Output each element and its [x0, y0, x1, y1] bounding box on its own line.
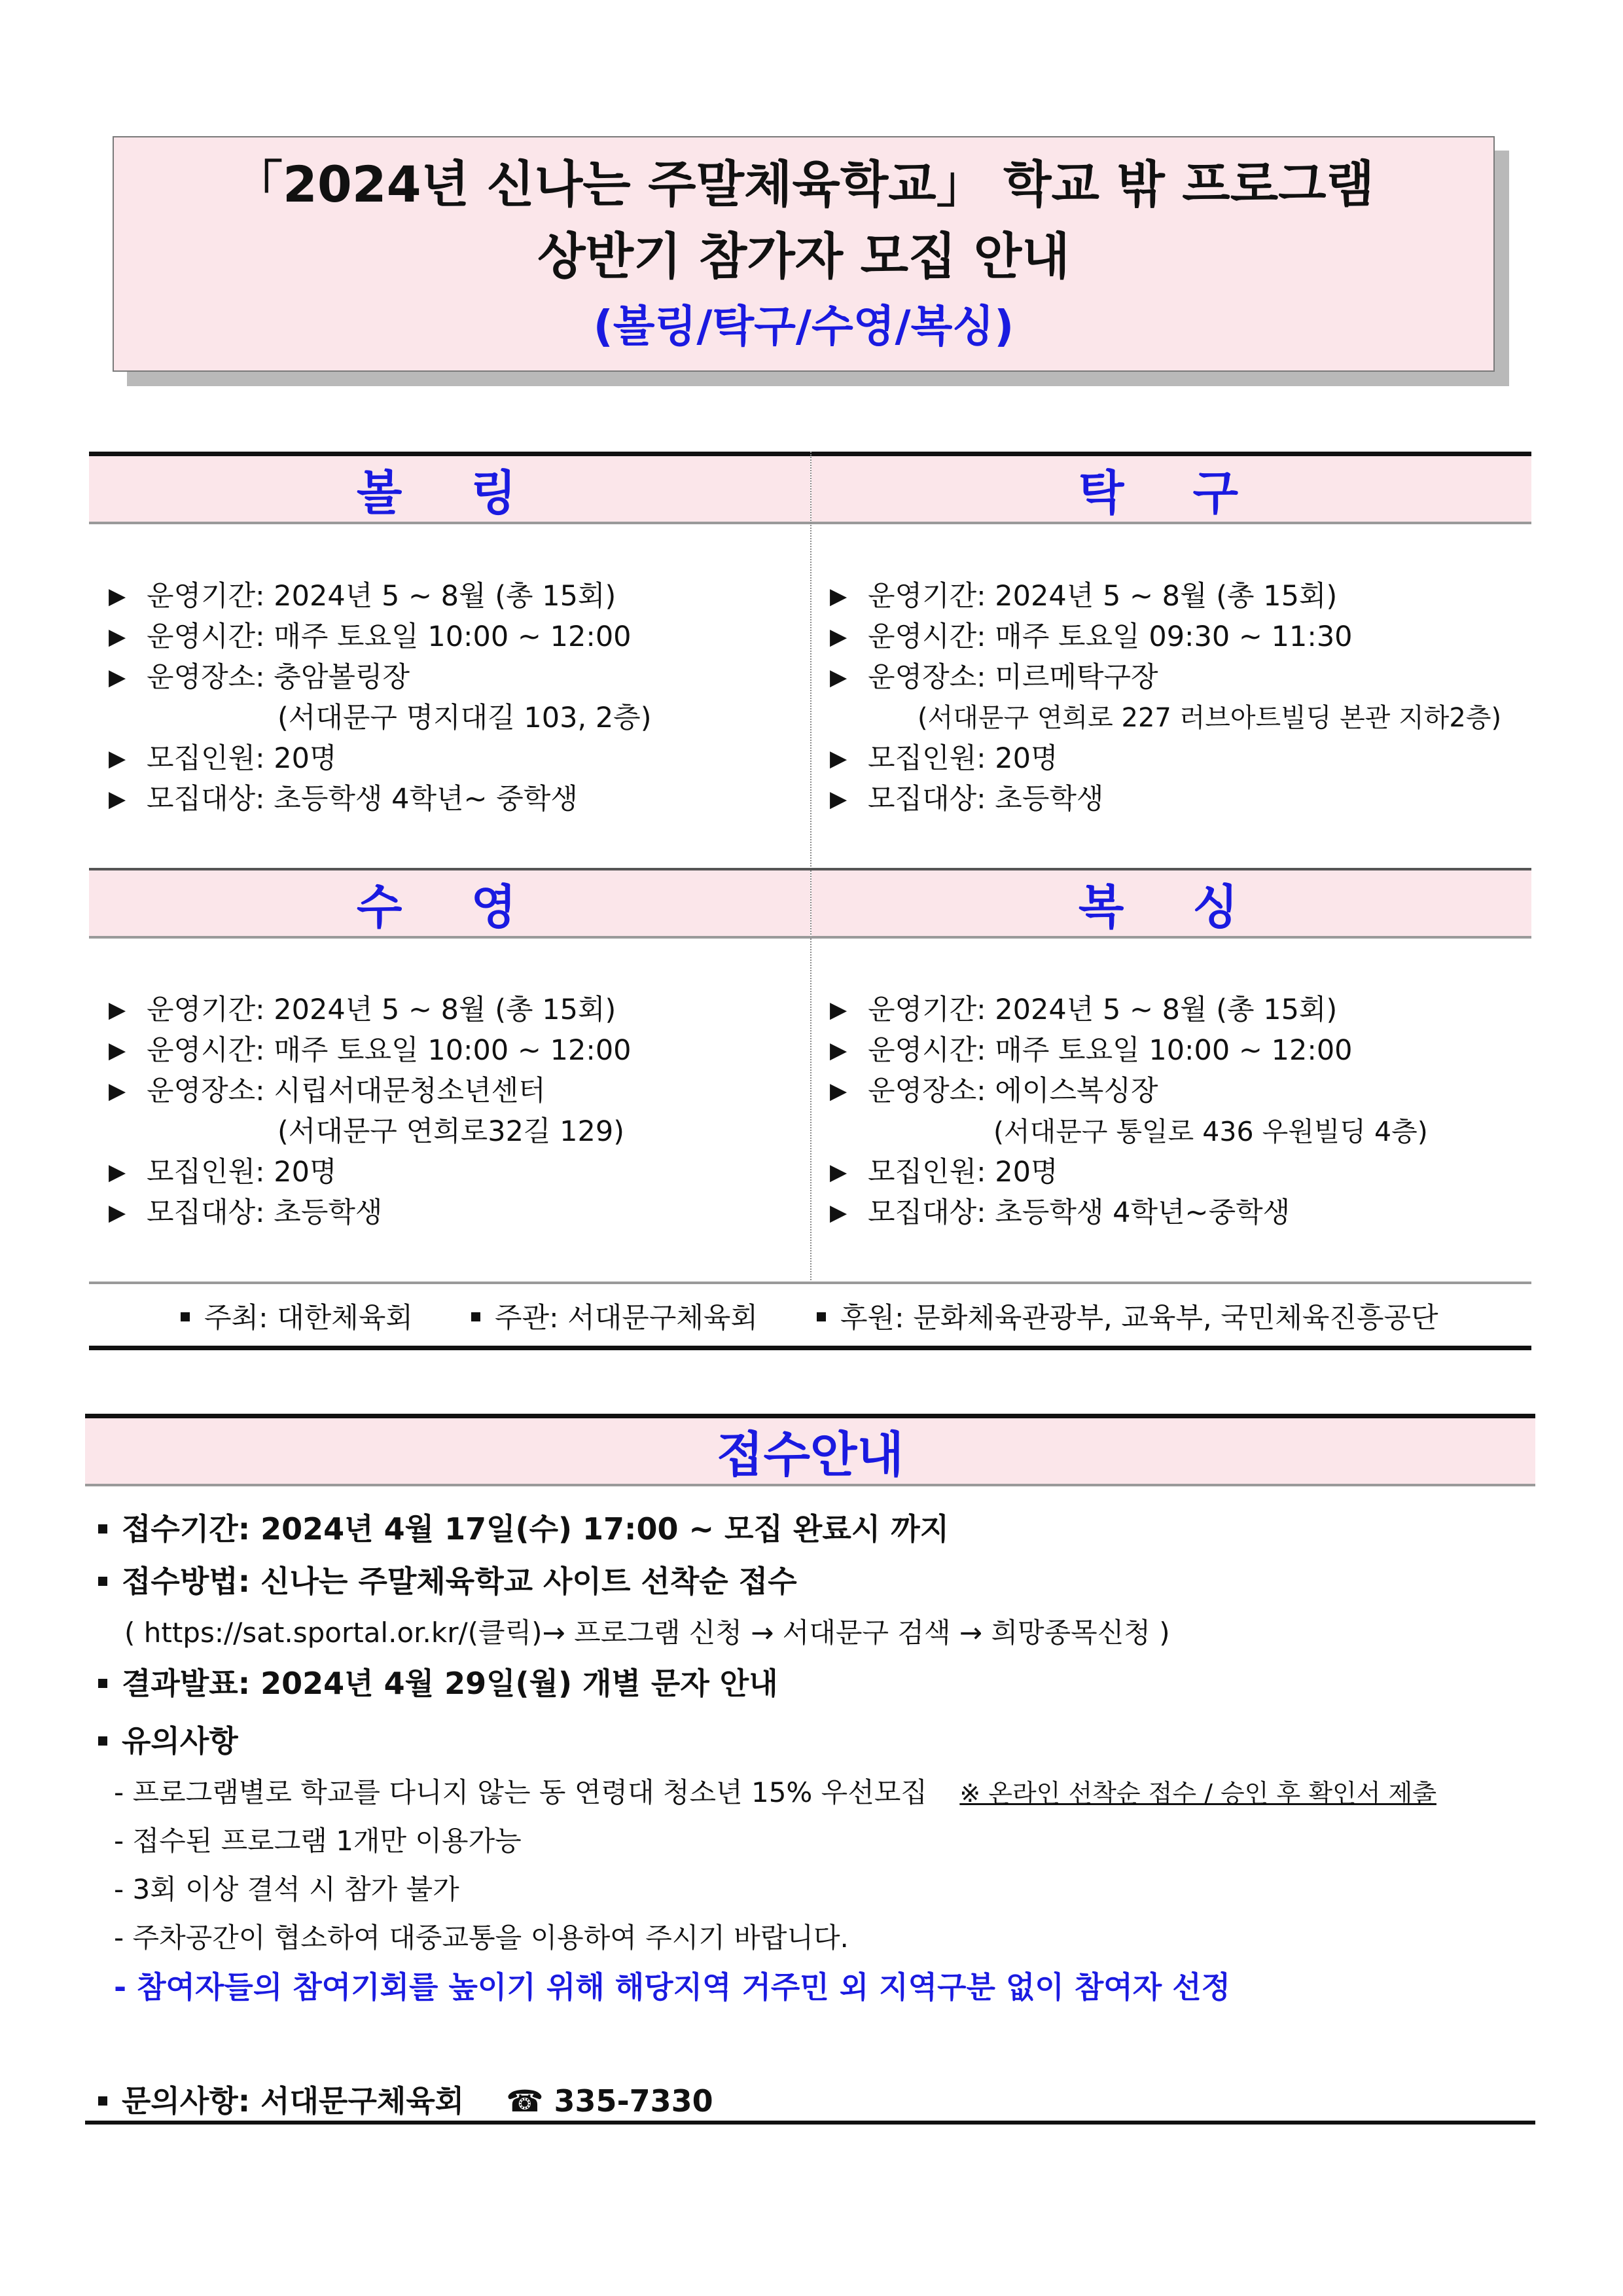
- boxing-period: 운영기간: 2024년 5 ~ 8월 (총 15회): [868, 994, 1338, 1026]
- registration-period: 접수기간: 2024년 4월 17일(수) 17:00 ~ 모집 완료시 까지: [122, 1511, 950, 1547]
- boxing-place: 운영장소: 에이스복싱장: [868, 1075, 1158, 1107]
- bowling-target: 모집대상: 초등학생 4학년~ 중학생: [147, 783, 578, 816]
- registration-section: [85, 1414, 1535, 2127]
- triangle-bullet-icon: ▶: [109, 1200, 126, 1226]
- table-tennis-target: 모집대상: 초등학생: [868, 783, 1104, 816]
- divider: [85, 2121, 1535, 2125]
- boxing-time: 운영시간: 매주 토요일 10:00 ~ 12:00: [868, 1034, 1353, 1067]
- note-parking: - 주차공간이 협소하여 대중교통을 이용하여 주시기 바랍니다.: [114, 1922, 849, 1954]
- note-priority: - 프로그램별로 학교를 다니지 않는 동 연령대 청소년 15% 우선모집: [114, 1776, 927, 1808]
- triangle-bullet-icon: ▶: [830, 624, 847, 650]
- square-bullet-icon: [98, 2096, 107, 2106]
- title-sub: 상반기 참가자 모집 안내: [537, 227, 1070, 285]
- triangle-bullet-icon: ▶: [109, 1037, 126, 1064]
- organizers-row: [89, 1284, 1531, 1347]
- contact: 문의사항: 서대문구체육회: [122, 2083, 465, 2119]
- swimming-capacity: 모집인원: 20명: [147, 1156, 337, 1189]
- triangle-bullet-icon: ▶: [109, 583, 126, 609]
- note-priority-extra: ※ 온라인 선착순 접수 / 승인 후 확인서 제출: [959, 1779, 1436, 1808]
- boxing-target: 모집대상: 초등학생 4학년~중학생: [868, 1196, 1291, 1229]
- registration-heading: 접수안내: [85, 1418, 1535, 1484]
- boxing-address: (서대문구 통일로 436 우원빌딩 4층): [993, 1116, 1428, 1147]
- table-tennis-period: 운영기간: 2024년 5 ~ 8월 (총 15회): [868, 580, 1338, 613]
- notes-title: 유의사항: [122, 1723, 238, 1759]
- table-tennis-capacity: 모집인원: 20명: [868, 742, 1058, 775]
- triangle-bullet-icon: ▶: [830, 1078, 847, 1104]
- swimming-period: 운영기간: 2024년 5 ~ 8월 (총 15회): [147, 994, 616, 1026]
- triangle-bullet-icon: ▶: [830, 583, 847, 609]
- swimming-header: 수 영: [89, 870, 810, 936]
- registration-method-detail: ( https://sat.sportal.or.kr/(클릭)→ 프로그램 신청 → 서대문구 검색 → 희망종목신청 ): [124, 1617, 1170, 1649]
- column-divider: [810, 452, 812, 1283]
- divider: [89, 1346, 1531, 1350]
- organizer: 주관: 서대문구체육회: [495, 1301, 758, 1335]
- phone-number: ☎ 335-7330: [506, 2083, 713, 2119]
- square-bullet-icon: [98, 1577, 107, 1586]
- square-bullet-icon: [817, 1312, 826, 1321]
- triangle-bullet-icon: ▶: [830, 1200, 847, 1226]
- swimming-place: 운영장소: 시립서대문청소년센터: [147, 1075, 546, 1107]
- note-absence: - 3회 이상 결석 시 참가 불가: [114, 1873, 459, 1905]
- square-bullet-icon: [98, 1736, 107, 1746]
- swimming-target: 모집대상: 초등학생: [147, 1196, 383, 1229]
- table-tennis-header: 탁 구: [812, 456, 1531, 522]
- bowling-details: [109, 576, 802, 819]
- triangle-bullet-icon: ▶: [830, 664, 847, 691]
- swimming-time: 운영시간: 매주 토요일 10:00 ~ 12:00: [147, 1034, 632, 1067]
- boxing-details: [830, 990, 1530, 1233]
- triangle-bullet-icon: ▶: [109, 997, 126, 1023]
- table-tennis-place: 운영장소: 미르메탁구장: [868, 661, 1158, 694]
- programs-table: [89, 452, 1531, 1350]
- triangle-bullet-icon: ▶: [109, 1078, 126, 1104]
- divider: [89, 936, 1531, 939]
- bowling-capacity: 모집인원: 20명: [147, 742, 337, 775]
- note-selection: - 참여자들의 참여기회를 높이기 위해 해당지역 거주민 외 지역구분 없이 참여자 선정: [114, 1969, 1231, 2005]
- table-tennis-address: (서대문구 연희로 227 러브아트빌딩 본관 지하2층): [918, 703, 1502, 733]
- bowling-place: 운영장소: 충암볼링장: [147, 661, 410, 694]
- result-announcement: 결과발표: 2024년 4월 29일(월) 개별 문자 안내: [122, 1666, 778, 1701]
- square-bullet-icon: [98, 1679, 107, 1688]
- triangle-bullet-icon: ▶: [830, 997, 847, 1023]
- bowling-address: (서대문구 명지대길 103, 2층): [277, 702, 652, 734]
- bowling-time: 운영시간: 매주 토요일 10:00 ~ 12:00: [147, 620, 632, 653]
- triangle-bullet-icon: ▶: [109, 1159, 126, 1185]
- triangle-bullet-icon: ▶: [109, 624, 126, 650]
- bowling-period: 운영기간: 2024년 5 ~ 8월 (총 15회): [147, 580, 616, 613]
- swimming-address: (서대문구 연희로32길 129): [277, 1115, 624, 1148]
- host: 주최: 대한체육회: [204, 1301, 413, 1335]
- triangle-bullet-icon: ▶: [830, 1159, 847, 1185]
- triangle-bullet-icon: ▶: [109, 664, 126, 691]
- registration-method: 접수방법: 신나는 주말체육학교 사이트 선착순 접수: [122, 1564, 797, 1599]
- table-tennis-time: 운영시간: 매주 토요일 09:30 ~ 11:30: [868, 620, 1353, 653]
- divider: [85, 1484, 1535, 1486]
- square-bullet-icon: [98, 1524, 107, 1534]
- triangle-bullet-icon: ▶: [830, 1037, 847, 1064]
- square-bullet-icon: [471, 1312, 480, 1321]
- sponsor: 후원: 문화체육관광부, 교육부, 국민체육진흥공단: [840, 1301, 1438, 1335]
- note-one-program: - 접수된 프로그램 1개만 이용가능: [114, 1825, 522, 1857]
- table-tennis-details: [830, 576, 1530, 819]
- bowling-header: 볼 링: [89, 456, 810, 522]
- boxing-capacity: 모집인원: 20명: [868, 1156, 1058, 1189]
- triangle-bullet-icon: ▶: [830, 745, 847, 772]
- swimming-details: [109, 990, 802, 1233]
- title-box: [113, 136, 1495, 372]
- triangle-bullet-icon: ▶: [109, 745, 126, 772]
- triangle-bullet-icon: ▶: [109, 786, 126, 812]
- square-bullet-icon: [181, 1312, 190, 1321]
- title-sports: (볼링/탁구/수영/복싱): [593, 301, 1014, 351]
- title-main: 「2024년 신나는 주말체육학교」 학교 밖 프로그램: [233, 155, 1374, 213]
- triangle-bullet-icon: ▶: [830, 786, 847, 812]
- boxing-header: 복 싱: [812, 870, 1531, 936]
- contact-line: [98, 2077, 713, 2121]
